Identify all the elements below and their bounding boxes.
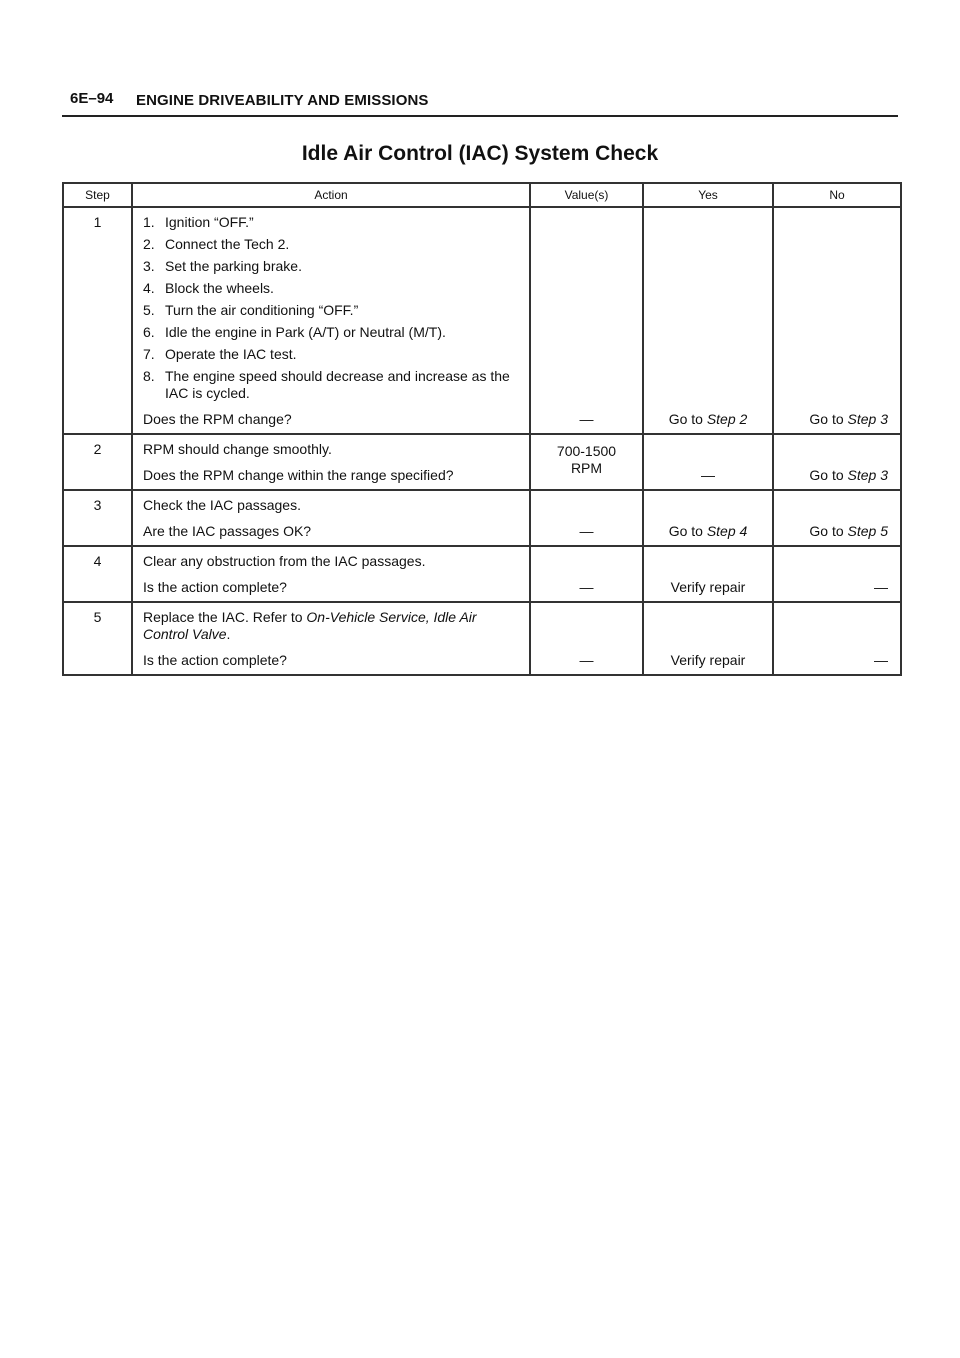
value-cell: — xyxy=(530,490,643,546)
table-row xyxy=(63,546,901,602)
step-question: Does the RPM change within the range specified? xyxy=(143,467,454,483)
action-cell xyxy=(132,546,530,602)
value-cell: — xyxy=(530,546,643,602)
page-number: 6E–94 xyxy=(70,90,114,107)
list-item: 8. The engine speed should decrease and increase as the IAC is cycled. xyxy=(143,368,510,401)
step-number: 5 xyxy=(63,602,132,675)
value-cell: — xyxy=(530,207,643,434)
table-row xyxy=(63,207,901,434)
yes-cell: Verify repair xyxy=(643,602,773,675)
step-number: 4 xyxy=(63,546,132,602)
no-cell: Go to Step 3 xyxy=(773,207,901,434)
column-header-no: No xyxy=(773,183,901,207)
no-cell: — xyxy=(773,602,901,675)
list-item: 3. Set the parking brake. xyxy=(143,258,302,274)
step-instruction: Replace the IAC. Refer to On-Vehicle Service, Idle Air Control Valve. xyxy=(143,609,477,642)
service-reference: On-Vehicle Service, Idle Air Control Valve xyxy=(143,609,477,642)
page-title: Idle Air Control (IAC) System Check xyxy=(301,142,659,165)
yes-cell: Go to Step 4 xyxy=(643,490,773,546)
yes-cell: — xyxy=(643,434,773,490)
column-header-action: Action xyxy=(132,183,530,207)
step-question: Does the RPM change? xyxy=(143,411,292,427)
list-item: 2. Connect the Tech 2. xyxy=(143,236,290,252)
no-cell: — xyxy=(773,546,901,602)
yes-cell: Go to Step 2 xyxy=(643,207,773,434)
list-item: 4. Block the wheels. xyxy=(143,280,274,296)
column-header-step: Step xyxy=(63,183,132,207)
value-cell: — xyxy=(530,602,643,675)
step-instruction: Clear any obstruction from the IAC passages. xyxy=(143,553,426,569)
action-cell xyxy=(132,434,530,490)
column-header-values: Value(s) xyxy=(530,183,643,207)
section-title: ENGINE DRIVEABILITY AND EMISSIONS xyxy=(136,92,429,109)
step-number: 1 xyxy=(63,207,132,434)
step-number: 2 xyxy=(63,434,132,490)
header-rule xyxy=(62,115,898,117)
step-instruction: RPM should change smoothly. xyxy=(143,441,332,457)
table-row xyxy=(63,490,901,546)
column-header-yes: Yes xyxy=(643,183,773,207)
diagnostic-table xyxy=(62,182,902,676)
action-cell xyxy=(132,207,530,434)
table-header-row xyxy=(63,183,901,207)
action-cell xyxy=(132,602,530,675)
yes-cell: Verify repair xyxy=(643,546,773,602)
list-item: 7. Operate the IAC test. xyxy=(143,346,297,362)
step-instruction: Check the IAC passages. xyxy=(143,497,301,513)
step-reference: Step 3 xyxy=(847,467,888,483)
step-reference: Step 2 xyxy=(706,411,748,427)
step-question: Are the IAC passages OK? xyxy=(143,523,312,539)
action-cell xyxy=(132,490,530,546)
step-question: Is the action complete? xyxy=(143,652,287,668)
list-item: 5. Turn the air conditioning “OFF.” xyxy=(143,302,359,318)
table-row xyxy=(63,434,901,490)
list-item: 6. Idle the engine in Park (A/T) or Neutral (M/T). xyxy=(143,324,446,340)
value-cell: 700-1500 RPM xyxy=(530,434,643,490)
step-reference: Step 3 xyxy=(847,411,888,427)
action-steps-list xyxy=(143,214,525,402)
no-cell: Go to Step 3 xyxy=(773,434,901,490)
no-cell: Go to Step 5 xyxy=(773,490,901,546)
step-question: Is the action complete? xyxy=(143,579,287,595)
step-reference: Step 4 xyxy=(706,523,748,539)
list-item: 1. Ignition “OFF.” xyxy=(143,214,254,230)
step-reference: Step 5 xyxy=(847,523,888,539)
step-number: 3 xyxy=(63,490,132,546)
table-row xyxy=(63,602,901,675)
